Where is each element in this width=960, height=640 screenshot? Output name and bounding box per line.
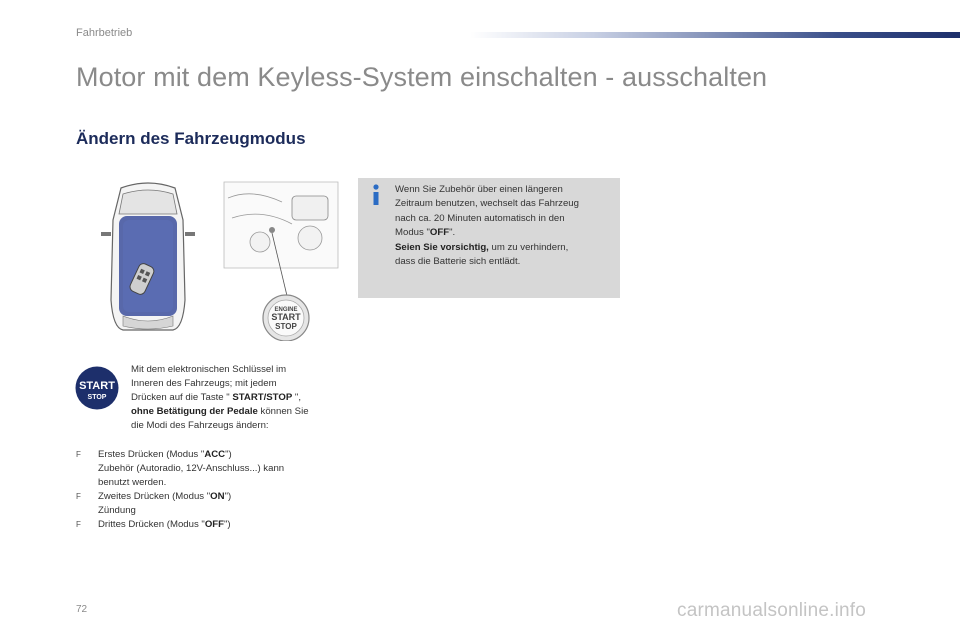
list-item: F Zweites Drücken (Modus "ON") — [76, 491, 232, 502]
list-item: F Drittes Drücken (Modus "OFF") — [76, 519, 231, 530]
bullet-marker: F — [76, 492, 81, 501]
section-heading: Ändern des Fahrzeugmodus — [76, 129, 306, 148]
mode-list: F Erstes Drücken (Modus "ACC") Zubehör (Autoradio, 12V-Anschluss...) kann benutzt werden. F Zweites Drücken (Modus "ON") Zündung F Drittes Drücken (Modus "OFF") — [76, 448, 356, 532]
page-number: 72 — [76, 604, 88, 615]
intro-text: Mit dem elektronischen Schlüssel im Inneren des Fahrzeugs; mit jedem Drücken auf die Taste " START/STOP ", ohne Betätigung der Pedale können Sie die Modi des Fahrzeugs ändern: — [131, 364, 309, 431]
car-with-key-illustration — [93, 180, 203, 333]
stop-label: STOP — [275, 322, 297, 331]
start-stop-badge-icon — [75, 366, 119, 410]
watermark: carmanualsonline.info — [677, 600, 867, 621]
section-label: Fahrbetrieb — [76, 27, 133, 39]
list-item: F Erstes Drücken (Modus "ACC") — [76, 449, 232, 460]
page-title: Motor mit dem Keyless-System einschalten - ausschalten — [76, 62, 768, 92]
info-icon — [369, 184, 383, 206]
svg-text:STOP: STOP — [87, 394, 107, 401]
start-label: START — [271, 312, 301, 322]
svg-text:START: START — [79, 380, 115, 392]
bullet-marker: F — [76, 520, 81, 529]
bullet-marker: F — [76, 450, 81, 459]
header-gradient-bar — [470, 32, 960, 38]
dashboard-start-button-illustration — [222, 178, 340, 341]
engine-label: ENGINE — [274, 307, 298, 313]
info-text: Wenn Sie Zubehör über einen längeren Zeitraum benutzen, wechselt das Fahrzeug nach ca. 20 Minuten automatisch in den Modus "OFF". Seien Sie vorsichtig, um zu verhindern, dass die Batterie sich entlädt. — [395, 184, 579, 268]
